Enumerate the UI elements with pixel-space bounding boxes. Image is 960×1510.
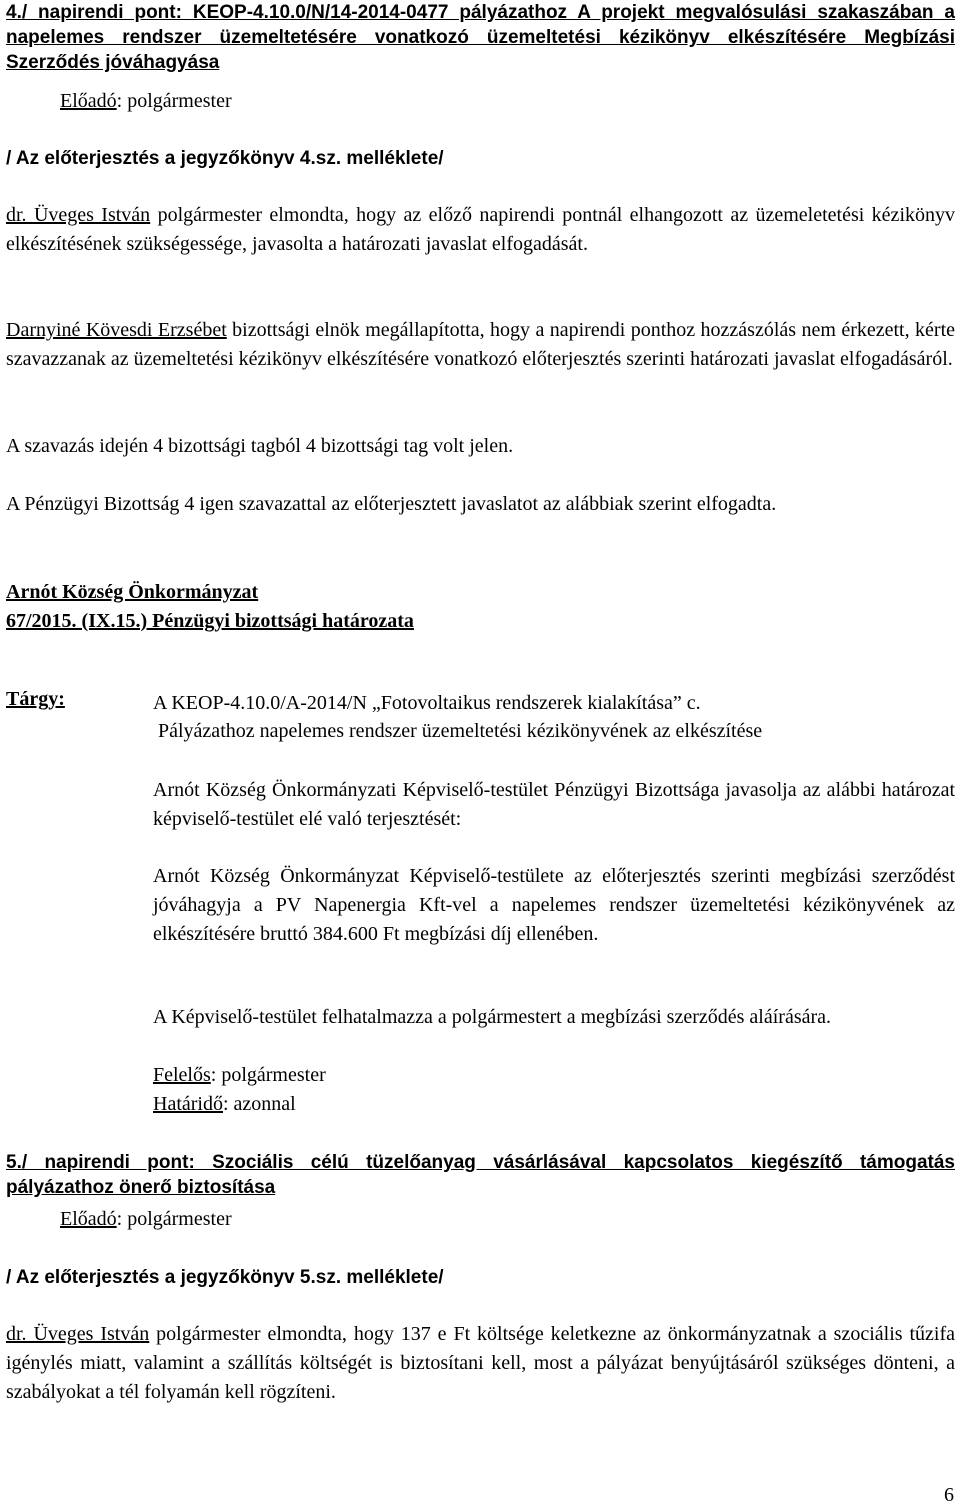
responsible-label: Felelős [153,1064,211,1086]
resolution-number: 67/2015. (IX.15.) Pénzügyi bizottsági határozata [6,610,414,632]
subject-line-1: A KEOP-4.10.0/A-2014/N „Fotovoltaikus rendszerek kialakítása” c. [153,692,701,714]
resolution-body: Arnót Község Önkormányzat Képviselő-testülete az előterjesztés szerinti megbízási szerződést jóváhagyja a PV Napenergia Kft-vel a napelemes rendszer üzemeltetési kézikönyvének az elkészítésére bruttó 384.600 Ft megbízási díj ellenében. [153,865,955,945]
page-number: 6 [944,1484,954,1506]
presenter-value: : polgármester [116,1208,232,1230]
presenter-line [6,87,960,116]
statement-text: bizottsági elnök megállapította, hogy a napirendi ponthoz hozzászólás nem érkezett, kérte szavazzanak az üzemeltetési kézikönyv elkészítésére vonatkozó előterjesztés szerinti határozati javaslat elfogadásáról. [6,319,955,370]
responsible-line [153,1061,955,1090]
subject-label: Tárgy: [6,688,65,710]
statement-text: polgármester elmondta, hogy 137 e Ft költsége keletkezne az önkormányzatnak a szociális tűzifa igénylés miatt, valamint a szállítás költségét is biztosítani kell, most a pályázat benyújtásáról szükséges dönteni, a szabályokat a tél folyamán kell rögzíteni. [6,1323,955,1403]
deadline-value: : azonnal [222,1093,296,1115]
statement-text: polgármester elmondta, hogy az előző napirendi pontnál elhangozott az üzemeletetési kézikönyv elkészítésének szükségessége, javasolta a határozati javaslat elfogadását. [6,204,955,255]
deadline-label: Határidő [153,1093,223,1115]
speaker-name: Darnyiné Kövesdi Erzsébet [6,319,227,341]
resolution-authorization: A Képviselő-testület felhatalmazza a polgármestert a megbízási szerződés aláírására. [153,1006,832,1028]
attachment-note: / Az előterjesztés a jegyzőkönyv 4.sz. melléklete/ [6,148,444,169]
paragraph-chair-statement [6,316,955,374]
presenter-label: Előadó [60,90,117,112]
agenda-item-5-heading: 5./ napirendi pont: Szociális célú tüzelőanyag vásárlásával kapcsolatos kiegészítő támogatás pályázathoz önerő biztosítása [6,1152,955,1198]
subject-line-2: Pályázathoz napelemes rendszer üzemeltetési kézikönyvének az elkészítése [153,720,763,742]
speaker-name: dr. Üveges István [6,1323,150,1345]
agenda-item-4-heading: 4./ napirendi pont: KEOP-4.10.0/N/14-2014-0477 pályázathoz A projekt megvalósulási szakaszában a napelemes rendszer üzemeltetésére vonatkozó üzemeltetési kézikönyv elkészítésére Megbízási Szerződés jóváhagyása [6,2,955,73]
deadline-line [153,1090,955,1119]
vote-result: A Pénzügyi Bizottság 4 igen szavazattal az előterjesztett javaslatot az alábbiak szerint elfogadta. [6,493,777,515]
attachment-note: / Az előterjesztés a jegyzőkönyv 5.sz. melléklete/ [6,1267,444,1288]
presenter-label: Előadó [60,1208,117,1230]
speaker-name: dr. Üveges István [6,204,151,226]
presenter-line [6,1205,960,1234]
paragraph-mayor-statement [6,201,955,259]
presenter-value: : polgármester [116,90,232,112]
responsible-value: : polgármester [210,1064,326,1086]
resolution-org: Arnót Község Önkormányzat [6,581,259,603]
vote-attendance: A szavazás idején 4 bizottsági tagból 4 bizottsági tag volt jelen. [6,435,514,457]
resolution-proposal: Arnót Község Önkormányzati Képviselő-testület Pénzügyi Bizottsága javasolja az alábbi határozat képviselő-testület elé való terjesztését: [153,779,955,830]
paragraph-mayor-statement [6,1320,955,1407]
